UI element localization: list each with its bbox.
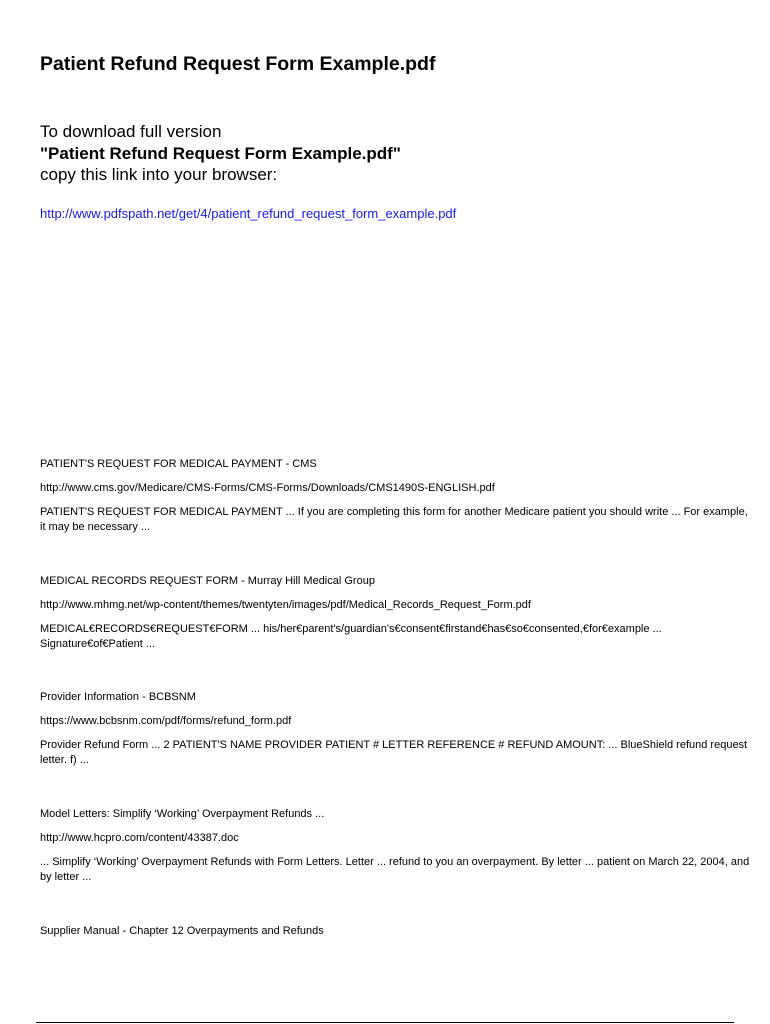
search-result — [40, 457, 750, 535]
result-title: MEDICAL RECORDS REQUEST FORM - Murray Hill Medical Group — [40, 575, 375, 587]
document-title: Patient Refund Request Form Example.pdf — [40, 53, 436, 75]
result-snippet: MEDICAL€RECORDS€REQUEST€FORM ... his/her€parent's/guardian's€consent€firstand€has€so€consented,€for€example ... Signature€of€Patient ... — [40, 623, 662, 650]
download-instructions — [40, 121, 401, 186]
result-snippet: PATIENT'S REQUEST FOR MEDICAL PAYMENT ... If you are completing this form for another Medicare patient you should write ... For example, it may be necessary ... — [40, 506, 748, 533]
result-title: Supplier Manual - Chapter 12 Overpayments and Refunds — [40, 925, 324, 937]
download-filename: "Patient Refund Request Form Example.pdf" — [40, 143, 401, 163]
download-link[interactable]: http://www.pdfspath.net/get/4/patient_refund_request_form_example.pdf — [40, 206, 457, 221]
result-url: https://www.bcbsnm.com/pdf/forms/refund_form.pdf — [40, 715, 292, 727]
search-result — [40, 924, 750, 939]
search-result — [40, 574, 750, 652]
download-intro-text: To download full version — [40, 122, 222, 141]
result-title: PATIENT'S REQUEST FOR MEDICAL PAYMENT - CMS — [40, 458, 317, 470]
result-title: Provider Information - BCBSNM — [40, 691, 196, 703]
result-url: http://www.cms.gov/Medicare/CMS-Forms/CMS-Forms/Downloads/CMS1490S-ENGLISH.pdf — [40, 482, 495, 494]
result-url: http://www.mhmg.net/wp-content/themes/twentyten/images/pdf/Medical_Records_Request_Form.pdf — [40, 599, 531, 611]
footer-divider — [36, 1022, 734, 1023]
search-result — [40, 807, 750, 885]
result-snippet: Provider Refund Form ... 2 PATIENT'S NAME PROVIDER PATIENT # LETTER REFERENCE # REFUND AMOUNT: ... BlueShield refund request letter. f) ... — [40, 739, 748, 766]
result-url: http://www.hcpro.com/content/43387.doc — [40, 832, 239, 844]
download-copy-instruction: copy this link into your browser: — [40, 165, 278, 184]
search-result — [40, 690, 750, 768]
result-title: Model Letters: Simplify ‘Working’ Overpayment Refunds ... — [40, 808, 325, 820]
result-snippet: ... Simplify ‘Working’ Overpayment Refunds with Form Letters. Letter ... refund to you an overpayment. By letter ... patient on March 22, 2004, and by letter ... — [40, 856, 750, 883]
